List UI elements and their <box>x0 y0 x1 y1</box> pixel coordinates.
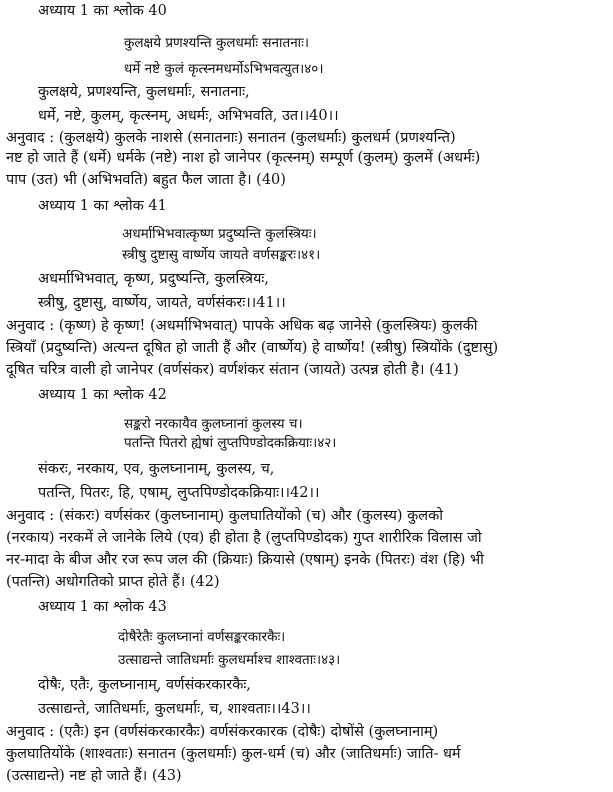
word-breakdown-line: कुलक्षये, प्रणश्यन्ति, कुलधर्माः, सनातनाः, <box>38 84 250 100</box>
shloka-line: उत्साद्यन्ते जातिधर्माः कुलधर्माश्च शाश्वताः।४३। <box>118 652 341 668</box>
verse-heading: अध्याय 1 का श्लोक 42 <box>38 387 167 403</box>
shloka-line: पतन्ति पितरो ह्येषां लुप्तपिण्डोदकक्रियाः।४२। <box>124 435 337 451</box>
translation-line: अनुवाद : (एतैः) इन (वर्णसंकरकारकैः) वर्णसंकरकारक (दोषैः) दोषोंसे (कुलघ्नानाम्) <box>6 724 439 740</box>
verse-heading: अध्याय 1 का श्लोक 40 <box>38 3 167 19</box>
translation-line: नर-मादा के बीज और रज रूप जल की (क्रियाः) क्रियासे (एषाम्) इनके (पितरः) वंश (हि) भी <box>6 552 484 568</box>
translation-line: अनुवाद : (कृष्ण) हे कृष्ण! (अधर्माभिभवात्) पापके अधिक बढ़ जानेसे (कुलस्त्रियः) कुलकी <box>6 318 478 334</box>
word-breakdown-line: पतन्ति, पितरः, हि, एषाम्, लुप्तपिण्डोदकक्रियाः।।42।। <box>38 485 320 501</box>
translation-line: अनुवाद : (कुलक्षये) कुलके नाशसे (सनातनाः) सनातन (कुलधर्माः) कुलधर्म (प्रणश्यन्ति) <box>6 130 456 146</box>
word-breakdown-line: संकरः, नरकाय, एव, कुलघ्नानाम्, कुलस्य, च, <box>38 461 275 477</box>
shloka-line: अधर्माभिभवात्कृष्ण प्रदुष्यन्ति कुलस्त्रियः। <box>122 226 317 242</box>
word-breakdown-line: अधर्माभिभवात्, कृष्ण, प्रदुष्यन्ति, कुलस्त्रियः, <box>38 271 269 287</box>
translation-line: पाप (उत) भी (अभिभवति) बहुत फैल जाता है। (40) <box>6 172 286 188</box>
word-breakdown-line: उत्साद्यन्ते, जातिधर्माः, कुलधर्माः, च, शाश्वताः।।43।। <box>38 701 311 717</box>
word-breakdown-line: दोषैः, एतैः, कुलघ्नानाम्, वर्णसंकरकारकैः, <box>38 677 251 693</box>
translation-line: कुलघातियोंके (शाश्वताः) सनातन (कुलधर्माः) कुल-धर्म (च) और (जातिधर्माः) जाति- धर्म <box>6 746 461 762</box>
shloka-line: कुलक्षये प्रणश्यन्ति कुलधर्माः सनातनाः। <box>124 35 310 51</box>
shloka-line: सङ्करो नरकायैव कुलघ्नानां कुलस्य च। <box>124 416 303 432</box>
verse-heading: अध्याय 1 का श्लोक 41 <box>38 198 167 214</box>
word-breakdown-line: स्त्रीषु, दुष्टासु, वार्ष्णेय, जायते, वर्णसंकरः।।41।। <box>38 295 286 311</box>
translation-line: (नरकाय) नरकमें ले जानेके लिये (एव) ही होता है (लुप्तपिण्डोदक) गुप्त शारीरिक विलास जो <box>6 530 482 546</box>
shloka-line: दोषैरेतैः कुलघ्नानां वर्णसङ्करकारकैः। <box>118 629 286 645</box>
shloka-line: धर्मे नष्टे कुलं कृत्स्नमधर्मोऽभिभवत्युत।४०। <box>124 61 324 77</box>
translation-line: अनुवाद : (संकरः) वर्णसंकर (कुलघ्नानाम्) कुलघातियोंको (च) और (कुलस्य) कुलको <box>6 508 444 524</box>
verse-heading: अध्याय 1 का श्लोक 43 <box>38 599 167 615</box>
translation-line: (उत्साद्यन्ते) नष्ट हो जाते हैं। (43) <box>6 768 182 784</box>
translation-line: (पतन्ति) अधोगतिको प्राप्त होते हैं। (42) <box>6 574 220 590</box>
shloka-line: स्त्रीषु दुष्टासु वार्ष्णेय जायते वर्णसङ्करः।४१। <box>122 247 321 263</box>
word-breakdown-line: धर्मे, नष्टे, कुलम्, कृत्स्नम्, अधर्मः, अभिभवति, उत।।40।। <box>38 108 339 124</box>
translation-line: दूषित चरित्र वाली हो जानेपर (वर्णसंकर) वर्णशंकर संतान (जायते) उत्पन्न होती है। (41) <box>6 362 459 378</box>
translation-line: नष्ट हो जाते हैं (धर्मे) धर्मके (नष्टे) नाश हो जानेपर (कृत्स्नम्) सम्पूर्ण (कुलम्) कुलमें (अधर्मः) <box>6 150 481 166</box>
translation-line: स्त्रियाँ (प्रदुष्यन्ति) अत्यन्त दूषित हो जाती हैं और (वार्ष्णेय) हे वार्ष्णेय! (स्त्रीषु) स्त्रियोंके (दुष्टासु) <box>6 340 499 356</box>
